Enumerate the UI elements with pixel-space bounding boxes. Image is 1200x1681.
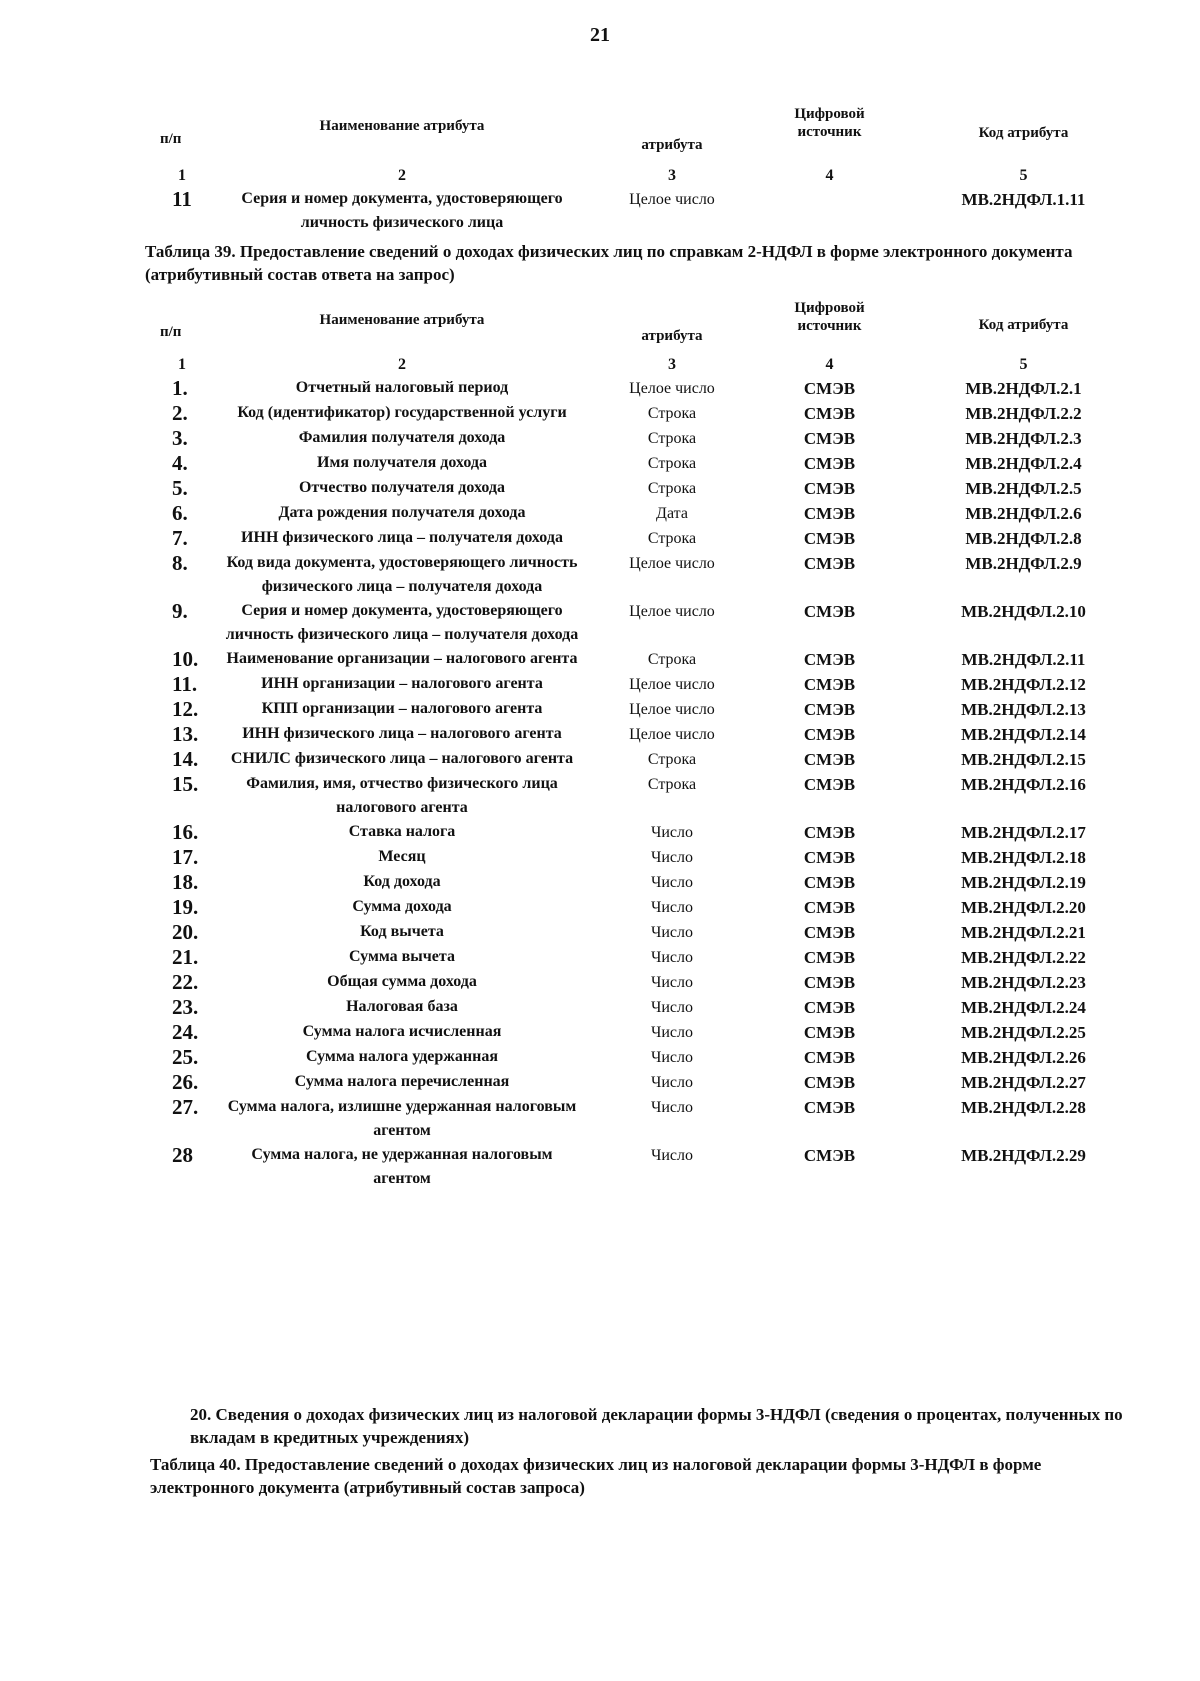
row-number: 23. xyxy=(172,995,199,1019)
attribute-type: Число xyxy=(650,1099,694,1116)
attribute-name: Код (идентификатор) государственной услуги xyxy=(237,404,567,421)
digital-source: СМЭВ xyxy=(803,529,856,548)
digital-source: СМЭВ xyxy=(803,898,856,917)
attribute-code: МВ.2НДФЛ.2.11 xyxy=(961,650,1086,669)
header-code: Код атрибута xyxy=(978,125,1069,141)
table-row xyxy=(150,870,1140,895)
attribute-name: Дата рождения получателя дохода xyxy=(278,504,526,521)
attribute-name: ИНН организации – налогового агента xyxy=(261,675,543,692)
row-number: 8. xyxy=(172,551,188,575)
attribute-name: СНИЛС физического лица – налогового агента xyxy=(230,750,574,767)
digital-source: СМЭВ xyxy=(803,700,856,719)
attribute-type: Число xyxy=(650,949,694,966)
table-row xyxy=(150,526,1140,551)
digital-source: СМЭВ xyxy=(803,923,856,942)
attribute-type: Число xyxy=(650,974,694,991)
table-row xyxy=(150,187,1140,235)
column-number: 2 xyxy=(398,167,406,184)
attribute-code: МВ.2НДФЛ.2.26 xyxy=(961,1048,1086,1067)
attribute-name: Сумма налога перечисленная xyxy=(294,1073,510,1090)
row-number: 27. xyxy=(172,1095,199,1119)
column-number: 3 xyxy=(668,167,676,184)
table-row xyxy=(150,772,1140,820)
digital-source: СМЭВ xyxy=(803,1073,856,1092)
attribute-name: Сумма вычета xyxy=(349,948,455,965)
row-number: 5. xyxy=(172,476,188,500)
row-number: 18. xyxy=(172,870,199,894)
attribute-type: Строка xyxy=(647,430,697,447)
table-row xyxy=(150,1143,1140,1191)
column-number: 1 xyxy=(178,167,186,184)
digital-source: СМЭВ xyxy=(803,823,856,842)
row-number: 20. xyxy=(172,920,199,944)
attribute-code: МВ.2НДФЛ.2.22 xyxy=(961,948,1086,967)
header-code: Код атрибута xyxy=(978,317,1069,333)
table-39-caption: Таблица 39. Предоставление сведений о доходах физических лиц по справкам 2-НДФЛ в форме электронного документа (атрибутивный состав ответа на запрос) xyxy=(145,242,1073,284)
header-source: Цифровой источник xyxy=(794,106,865,140)
attribute-type: Число xyxy=(650,924,694,941)
digital-source: СМЭВ xyxy=(803,650,856,669)
table-row xyxy=(150,845,1140,870)
attribute-type: Строка xyxy=(647,455,697,472)
row-number: 2. xyxy=(172,401,188,425)
row-number: 3. xyxy=(172,426,188,450)
attribute-type: Число xyxy=(650,849,694,866)
attribute-type: Число xyxy=(650,899,694,916)
digital-source: СМЭВ xyxy=(803,504,856,523)
attribute-code: МВ.2НДФЛ.2.17 xyxy=(961,823,1086,842)
row-number: 11. xyxy=(172,672,198,696)
digital-source: СМЭВ xyxy=(803,554,856,573)
attribute-code: МВ.2НДФЛ.2.2 xyxy=(965,404,1082,423)
digital-source: СМЭВ xyxy=(803,848,856,867)
attribute-name: Фамилия получателя дохода xyxy=(298,429,506,446)
row-number: 17. xyxy=(172,845,199,869)
attribute-code: МВ.2НДФЛ.2.1 xyxy=(965,379,1082,398)
attribute-code: МВ.2НДФЛ.2.3 xyxy=(965,429,1082,448)
attribute-code: МВ.2НДФЛ.2.18 xyxy=(961,848,1086,867)
attribute-code: МВ.2НДФЛ.2.20 xyxy=(961,898,1086,917)
attribute-type: Строка xyxy=(647,405,697,422)
attribute-code: МВ.2НДФЛ.1.11 xyxy=(961,190,1086,209)
row-number: 10. xyxy=(172,647,199,671)
table-row xyxy=(150,1045,1140,1070)
attribute-name: КПП организации – налогового агента xyxy=(261,700,543,717)
row-number: 13. xyxy=(172,722,199,746)
attribute-code: МВ.2НДФЛ.2.9 xyxy=(965,554,1082,573)
attribute-type: Число xyxy=(650,1049,694,1066)
column-number: 5 xyxy=(1019,356,1028,373)
digital-source: СМЭВ xyxy=(803,998,856,1017)
header-source: Цифровой источник xyxy=(794,300,865,334)
table-row xyxy=(150,426,1140,451)
attribute-type: Целое число xyxy=(629,701,715,718)
attribute-type: Целое число xyxy=(629,726,715,743)
row-number: 24. xyxy=(172,1020,199,1044)
table-row xyxy=(150,920,1140,945)
attribute-code: МВ.2НДФЛ.2.14 xyxy=(961,725,1086,744)
section-20-heading: 20. Сведения о доходах физических лиц из налоговой декларации формы 3-НДФЛ (сведения о процентах, полученных по вкладам в кредитных учреждениях) xyxy=(190,1405,1123,1447)
attribute-type: Целое число xyxy=(629,676,715,693)
row-number: 28 xyxy=(172,1143,193,1167)
attribute-type: Строка xyxy=(647,776,697,793)
digital-source: СМЭВ xyxy=(803,725,856,744)
table-40-caption: Таблица 40. Предоставление сведений о доходах физических лиц из налоговой декларации формы 3-НДФЛ в форме электронного документа (атрибутивный состав запроса) xyxy=(150,1455,1042,1497)
row-number: 26. xyxy=(172,1070,199,1094)
row-number: 11 xyxy=(172,187,192,211)
table-row xyxy=(150,995,1140,1020)
attribute-type: Целое число xyxy=(629,191,715,208)
digital-source: СМЭВ xyxy=(803,429,856,448)
table-row xyxy=(150,1070,1140,1095)
attribute-type: Число xyxy=(650,1024,694,1041)
table-row xyxy=(150,1020,1140,1045)
attribute-type: Строка xyxy=(647,651,697,668)
table-row xyxy=(150,451,1140,476)
table-row xyxy=(150,551,1140,599)
attribute-type: Число xyxy=(650,1074,694,1091)
attribute-table-continued xyxy=(150,95,1140,235)
attribute-name: Фамилия, имя, отчество физического лица налогового агента xyxy=(246,775,558,816)
attribute-name: Код вычета xyxy=(360,923,444,940)
table-row xyxy=(150,401,1140,426)
column-number: 5 xyxy=(1019,167,1028,184)
digital-source: СМЭВ xyxy=(803,973,856,992)
attribute-name: Серия и номер документа, удостоверяющего личность физического лица xyxy=(241,190,563,231)
page-number: 21 xyxy=(590,24,610,46)
attribute-name: Месяц xyxy=(378,848,426,865)
row-number: 12. xyxy=(172,697,199,721)
table-row xyxy=(150,747,1140,772)
attribute-name: Сумма налога исчисленная xyxy=(302,1023,502,1040)
digital-source: СМЭВ xyxy=(803,454,856,473)
attribute-code: МВ.2НДФЛ.2.25 xyxy=(961,1023,1086,1042)
table-row xyxy=(150,599,1140,647)
table-row xyxy=(150,945,1140,970)
attribute-name: Отчетный налоговый период xyxy=(295,379,509,396)
digital-source: СМЭВ xyxy=(803,1023,856,1042)
attribute-name: Код дохода xyxy=(363,873,441,890)
attribute-name: Имя получателя дохода xyxy=(317,454,487,471)
attribute-name: Сумма дохода xyxy=(352,898,452,915)
header-type: атрибута xyxy=(641,137,703,153)
header-type: атрибута xyxy=(641,328,703,344)
table-row xyxy=(150,697,1140,722)
attribute-type: Целое число xyxy=(629,380,715,397)
attribute-type: Число xyxy=(650,999,694,1016)
digital-source: СМЭВ xyxy=(803,873,856,892)
row-number: 25. xyxy=(172,1045,199,1069)
table-row xyxy=(150,647,1140,672)
attribute-code: МВ.2НДФЛ.2.8 xyxy=(965,529,1082,548)
table-row xyxy=(150,722,1140,747)
attribute-code: МВ.2НДФЛ.2.24 xyxy=(961,998,1086,1017)
digital-source: СМЭВ xyxy=(803,1048,856,1067)
digital-source: СМЭВ xyxy=(803,404,856,423)
attribute-name: Общая сумма дохода xyxy=(327,973,477,990)
table-row xyxy=(150,1095,1140,1143)
attribute-type: Строка xyxy=(647,530,697,547)
attribute-code: МВ.2НДФЛ.2.16 xyxy=(961,775,1086,794)
attribute-code: МВ.2НДФЛ.2.12 xyxy=(961,675,1086,694)
digital-source: СМЭВ xyxy=(803,750,856,769)
column-number: 4 xyxy=(825,356,834,373)
attribute-name: Серия и номер документа, удостоверяющего личность физического лица – получателя дохода xyxy=(225,602,579,643)
column-number-row xyxy=(150,354,1140,376)
attribute-name: ИНН физического лица – получателя дохода xyxy=(241,529,563,546)
table-row xyxy=(150,376,1140,401)
attribute-name: Отчество получателя дохода xyxy=(298,479,506,496)
row-number: 1. xyxy=(172,376,188,400)
attribute-code: МВ.2НДФЛ.2.19 xyxy=(961,873,1086,892)
attribute-name: Ставка налога xyxy=(348,823,456,840)
attribute-code: МВ.2НДФЛ.2.6 xyxy=(965,504,1082,523)
header-name: Наименование атрибута xyxy=(319,312,485,328)
attribute-code: МВ.2НДФЛ.2.13 xyxy=(961,700,1086,719)
row-number: 7. xyxy=(172,526,188,550)
attribute-name: Сумма налога удержанная xyxy=(305,1048,498,1065)
column-number: 2 xyxy=(398,356,406,373)
column-number: 3 xyxy=(668,356,676,373)
attribute-code: МВ.2НДФЛ.2.4 xyxy=(965,454,1082,473)
row-number: 16. xyxy=(172,820,199,844)
table-row xyxy=(150,895,1140,920)
row-number: 15. xyxy=(172,772,199,796)
attribute-name: Код вида документа, удостоверяющего личность физического лица – получателя дохода xyxy=(226,554,578,595)
attribute-name: Наименование организации – налогового агента xyxy=(226,650,578,667)
attribute-type: Число xyxy=(650,874,694,891)
digital-source: СМЭВ xyxy=(803,1146,856,1165)
attribute-code: МВ.2НДФЛ.2.15 xyxy=(961,750,1086,769)
header-name: Наименование атрибута xyxy=(319,118,485,134)
attribute-name: Сумма налога, не удержанная налоговым агентом xyxy=(251,1146,553,1187)
digital-source: СМЭВ xyxy=(803,1098,856,1117)
row-number: 14. xyxy=(172,747,199,771)
header-num: п/п xyxy=(160,324,182,340)
table-row xyxy=(150,970,1140,995)
attribute-type: Число xyxy=(650,1147,694,1164)
row-number: 21. xyxy=(172,945,199,969)
attribute-type: Строка xyxy=(647,751,697,768)
column-number-row xyxy=(150,165,1140,187)
attribute-type: Число xyxy=(650,824,694,841)
attribute-name: Налоговая база xyxy=(346,998,458,1015)
attribute-name: Сумма налога, излишне удержанная налоговым агентом xyxy=(227,1098,577,1139)
attribute-code: МВ.2НДФЛ.2.21 xyxy=(961,923,1086,942)
attribute-code: МВ.2НДФЛ.2.27 xyxy=(961,1073,1086,1092)
table-row xyxy=(150,476,1140,501)
digital-source: СМЭВ xyxy=(803,479,856,498)
digital-source: СМЭВ xyxy=(803,948,856,967)
table-row xyxy=(150,672,1140,697)
column-number: 4 xyxy=(825,167,834,184)
row-number: 9. xyxy=(172,599,188,623)
attribute-type: Строка xyxy=(647,480,697,497)
attribute-name: ИНН физического лица – налогового агента xyxy=(242,725,562,742)
attribute-code: МВ.2НДФЛ.2.29 xyxy=(961,1146,1086,1165)
row-number: 19. xyxy=(172,895,199,919)
table-row xyxy=(150,501,1140,526)
header-num: п/п xyxy=(160,131,182,147)
digital-source: СМЭВ xyxy=(803,602,856,621)
attribute-type: Дата xyxy=(656,505,688,522)
digital-source xyxy=(752,187,907,235)
table-39 xyxy=(150,292,1140,1191)
attribute-type: Целое число xyxy=(629,555,715,572)
digital-source: СМЭВ xyxy=(803,775,856,794)
attribute-code: МВ.2НДФЛ.2.5 xyxy=(965,479,1082,498)
digital-source: СМЭВ xyxy=(803,379,856,398)
attribute-code: МВ.2НДФЛ.2.28 xyxy=(961,1098,1086,1117)
column-number: 1 xyxy=(178,356,186,373)
digital-source: СМЭВ xyxy=(803,675,856,694)
table-row xyxy=(150,820,1140,845)
row-number: 6. xyxy=(172,501,188,525)
row-number: 22. xyxy=(172,970,199,994)
attribute-code: МВ.2НДФЛ.2.10 xyxy=(961,602,1086,621)
row-number: 4. xyxy=(172,451,188,475)
attribute-code: МВ.2НДФЛ.2.23 xyxy=(961,973,1086,992)
attribute-type: Целое число xyxy=(629,603,715,620)
